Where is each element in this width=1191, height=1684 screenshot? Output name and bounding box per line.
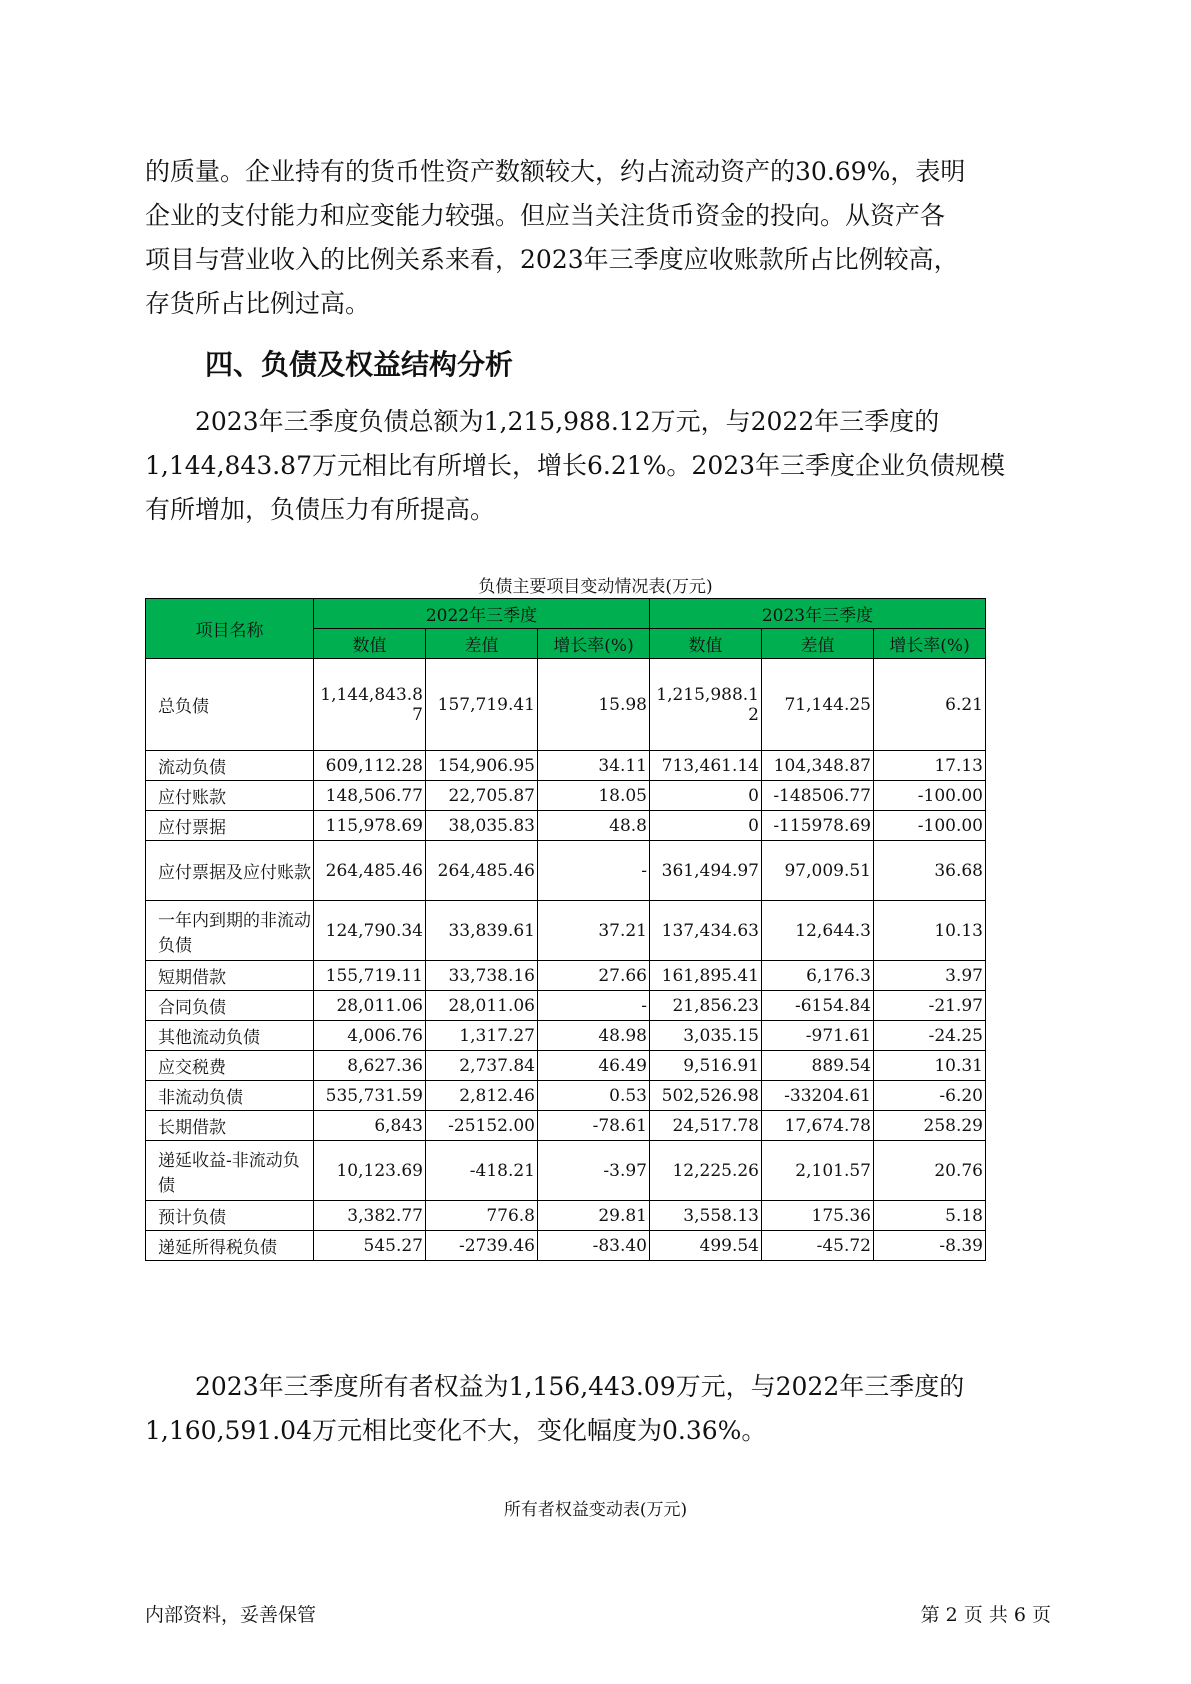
cell-d1: 38,035.83 — [426, 811, 538, 841]
cell-v1: 28,011.06 — [314, 991, 426, 1021]
row-label: 应付票据 — [146, 811, 314, 841]
cell-r2: -100.00 — [874, 811, 986, 841]
row-label: 短期借款 — [146, 961, 314, 991]
cell-v2: 137,434.63 — [650, 901, 762, 961]
paragraph-line: 1,160,591.04万元相比变化不大，变化幅度为0.36%。 — [145, 1416, 767, 1445]
cell-r1: 15.98 — [538, 659, 650, 751]
cell-r1: - — [538, 991, 650, 1021]
table-row — [146, 1021, 986, 1051]
cell-v2: 9,516.91 — [650, 1051, 762, 1081]
header-value: 数值 — [314, 629, 426, 659]
cell-v2: 361,494.97 — [650, 841, 762, 901]
row-label: 非流动负债 — [146, 1081, 314, 1111]
cell-r2: 36.68 — [874, 841, 986, 901]
cell-v1: 115,978.69 — [314, 811, 426, 841]
cell-r1: 34.11 — [538, 751, 650, 781]
table-row — [146, 901, 986, 961]
cell-d2: -33204.61 — [762, 1081, 874, 1111]
row-label: 预计负债 — [146, 1201, 314, 1231]
cell-v1: 1,144,843.87 — [314, 659, 426, 751]
section-heading: 四、负债及权益结构分析 — [205, 348, 514, 381]
header-item-name: 项目名称 — [146, 599, 314, 659]
cell-v1: 4,006.76 — [314, 1021, 426, 1051]
liability-table — [145, 598, 986, 1261]
header-rate: 增长率(%) — [874, 629, 986, 659]
cell-d2: 6,176.3 — [762, 961, 874, 991]
cell-v2: 3,558.13 — [650, 1201, 762, 1231]
table-row — [146, 841, 986, 901]
cell-v1: 8,627.36 — [314, 1051, 426, 1081]
cell-d2: -148506.77 — [762, 781, 874, 811]
cell-v2: 0 — [650, 781, 762, 811]
cell-d2: 175.36 — [762, 1201, 874, 1231]
page-number: 第 2 页 共 6 页 — [920, 1604, 1051, 1626]
table-row — [146, 1231, 986, 1261]
cell-v2: 0 — [650, 811, 762, 841]
cell-r1: -78.61 — [538, 1111, 650, 1141]
row-label: 应付账款 — [146, 781, 314, 811]
cell-d1: 22,705.87 — [426, 781, 538, 811]
paragraph-line: 2023年三季度负债总额为1,215,988.12万元，与2022年三季度的 — [195, 407, 940, 436]
cell-d1: 2,812.46 — [426, 1081, 538, 1111]
row-label: 长期借款 — [146, 1111, 314, 1141]
cell-v1: 3,382.77 — [314, 1201, 426, 1231]
table-row — [146, 781, 986, 811]
cell-d2: -971.61 — [762, 1021, 874, 1051]
cell-d2: 97,009.51 — [762, 841, 874, 901]
cell-d1: -2739.46 — [426, 1231, 538, 1261]
cell-v1: 264,485.46 — [314, 841, 426, 901]
cell-v2: 12,225.26 — [650, 1141, 762, 1201]
paragraph-line: 的质量。企业持有的货币性资产数额较大，约占流动资产的30.69%，表明 — [145, 157, 966, 186]
header-rate: 增长率(%) — [538, 629, 650, 659]
row-label: 应付票据及应付账款 — [146, 841, 314, 901]
table-row — [146, 1051, 986, 1081]
cell-r1: 29.81 — [538, 1201, 650, 1231]
header-value: 数值 — [650, 629, 762, 659]
cell-r2: 5.18 — [874, 1201, 986, 1231]
header-period-2022: 2022年三季度 — [314, 599, 650, 629]
cell-r2: 10.31 — [874, 1051, 986, 1081]
cell-v1: 10,123.69 — [314, 1141, 426, 1201]
paragraph-line: 项目与营业收入的比例关系来看，2023年三季度应收账款所占比例较高， — [145, 245, 959, 274]
cell-r1: 0.53 — [538, 1081, 650, 1111]
cell-r2: -21.97 — [874, 991, 986, 1021]
cell-v2: 713,461.14 — [650, 751, 762, 781]
table-row — [146, 991, 986, 1021]
cell-d2: 889.54 — [762, 1051, 874, 1081]
cell-v1: 124,790.34 — [314, 901, 426, 961]
cell-r1: 48.8 — [538, 811, 650, 841]
cell-v1: 535,731.59 — [314, 1081, 426, 1111]
cell-v1: 545.27 — [314, 1231, 426, 1261]
table-caption: 所有者权益变动表(万元) — [503, 1500, 688, 1520]
table-row — [146, 659, 986, 751]
paragraph-line: 存货所占比例过高。 — [145, 289, 371, 318]
paragraph-line: 有所增加，负债压力有所提高。 — [145, 495, 496, 524]
cell-v1: 155,719.11 — [314, 961, 426, 991]
cell-r2: 258.29 — [874, 1111, 986, 1141]
cell-d2: -115978.69 — [762, 811, 874, 841]
cell-d1: 776.8 — [426, 1201, 538, 1231]
table-row — [146, 1111, 986, 1141]
cell-d2: 17,674.78 — [762, 1111, 874, 1141]
paragraph-line: 2023年三季度所有者权益为1,156,443.09万元，与2022年三季度的 — [195, 1372, 965, 1401]
cell-r2: -24.25 — [874, 1021, 986, 1051]
row-label: 递延所得税负债 — [146, 1231, 314, 1261]
table-row — [146, 1141, 986, 1201]
paragraph-line: 1,144,843.87万元相比有所增长，增长6.21%。2023年三季度企业负债规模 — [145, 451, 1006, 480]
equity-paragraph — [145, 1365, 1050, 1453]
table-row — [146, 961, 986, 991]
cell-d1: -418.21 — [426, 1141, 538, 1201]
cell-v2: 161,895.41 — [650, 961, 762, 991]
cell-d1: 33,839.61 — [426, 901, 538, 961]
footer-note: 内部资料，妥善保管 — [145, 1604, 317, 1626]
cell-r2: -8.39 — [874, 1231, 986, 1261]
cell-d1: 264,485.46 — [426, 841, 538, 901]
cell-r2: 10.13 — [874, 901, 986, 961]
cell-r1: -3.97 — [538, 1141, 650, 1201]
liability-paragraph — [145, 400, 1050, 532]
cell-r1: 37.21 — [538, 901, 650, 961]
cell-v2: 21,856.23 — [650, 991, 762, 1021]
row-label: 总负债 — [146, 659, 314, 751]
cell-v1: 148,506.77 — [314, 781, 426, 811]
cell-v2: 24,517.78 — [650, 1111, 762, 1141]
cell-r1: - — [538, 841, 650, 901]
cell-d1: 2,737.84 — [426, 1051, 538, 1081]
row-label: 递延收益-非流动负债 — [146, 1141, 314, 1201]
row-label: 流动负债 — [146, 751, 314, 781]
cell-d1: 154,906.95 — [426, 751, 538, 781]
header-period-2023: 2023年三季度 — [650, 599, 986, 629]
cell-r1: -83.40 — [538, 1231, 650, 1261]
header-diff: 差值 — [762, 629, 874, 659]
cell-d2: 71,144.25 — [762, 659, 874, 751]
cell-v2: 3,035.15 — [650, 1021, 762, 1051]
cell-r2: 20.76 — [874, 1141, 986, 1201]
cell-r2: -100.00 — [874, 781, 986, 811]
cell-r2: 17.13 — [874, 751, 986, 781]
table-row — [146, 1201, 986, 1231]
cell-d1: 28,011.06 — [426, 991, 538, 1021]
cell-d1: 1,317.27 — [426, 1021, 538, 1051]
cell-d1: 33,738.16 — [426, 961, 538, 991]
row-label: 合同负债 — [146, 991, 314, 1021]
cell-r1: 46.49 — [538, 1051, 650, 1081]
row-label: 一年内到期的非流动负债 — [146, 901, 314, 961]
cell-v2: 1,215,988.12 — [650, 659, 762, 751]
cell-r1: 18.05 — [538, 781, 650, 811]
row-label: 其他流动负债 — [146, 1021, 314, 1051]
cell-d1: -25152.00 — [426, 1111, 538, 1141]
cell-d1: 157,719.41 — [426, 659, 538, 751]
table-row — [146, 811, 986, 841]
row-label: 应交税费 — [146, 1051, 314, 1081]
table-row — [146, 751, 986, 781]
intro-paragraph — [145, 150, 1050, 326]
cell-d2: -45.72 — [762, 1231, 874, 1261]
paragraph-line: 企业的支付能力和应变能力较强。但应当关注货币资金的投向。从资产各 — [145, 201, 946, 230]
cell-r1: 48.98 — [538, 1021, 650, 1051]
table-row — [146, 1081, 986, 1111]
cell-r2: 6.21 — [874, 659, 986, 751]
cell-v1: 609,112.28 — [314, 751, 426, 781]
cell-d2: 12,644.3 — [762, 901, 874, 961]
header-diff: 差值 — [426, 629, 538, 659]
cell-v2: 502,526.98 — [650, 1081, 762, 1111]
cell-r1: 27.66 — [538, 961, 650, 991]
cell-v1: 6,843 — [314, 1111, 426, 1141]
cell-r2: 3.97 — [874, 961, 986, 991]
cell-d2: 2,101.57 — [762, 1141, 874, 1201]
cell-d2: 104,348.87 — [762, 751, 874, 781]
table-caption: 负债主要项目变动情况表(万元) — [478, 577, 713, 597]
cell-d2: -6154.84 — [762, 991, 874, 1021]
cell-v2: 499.54 — [650, 1231, 762, 1261]
cell-r2: -6.20 — [874, 1081, 986, 1111]
